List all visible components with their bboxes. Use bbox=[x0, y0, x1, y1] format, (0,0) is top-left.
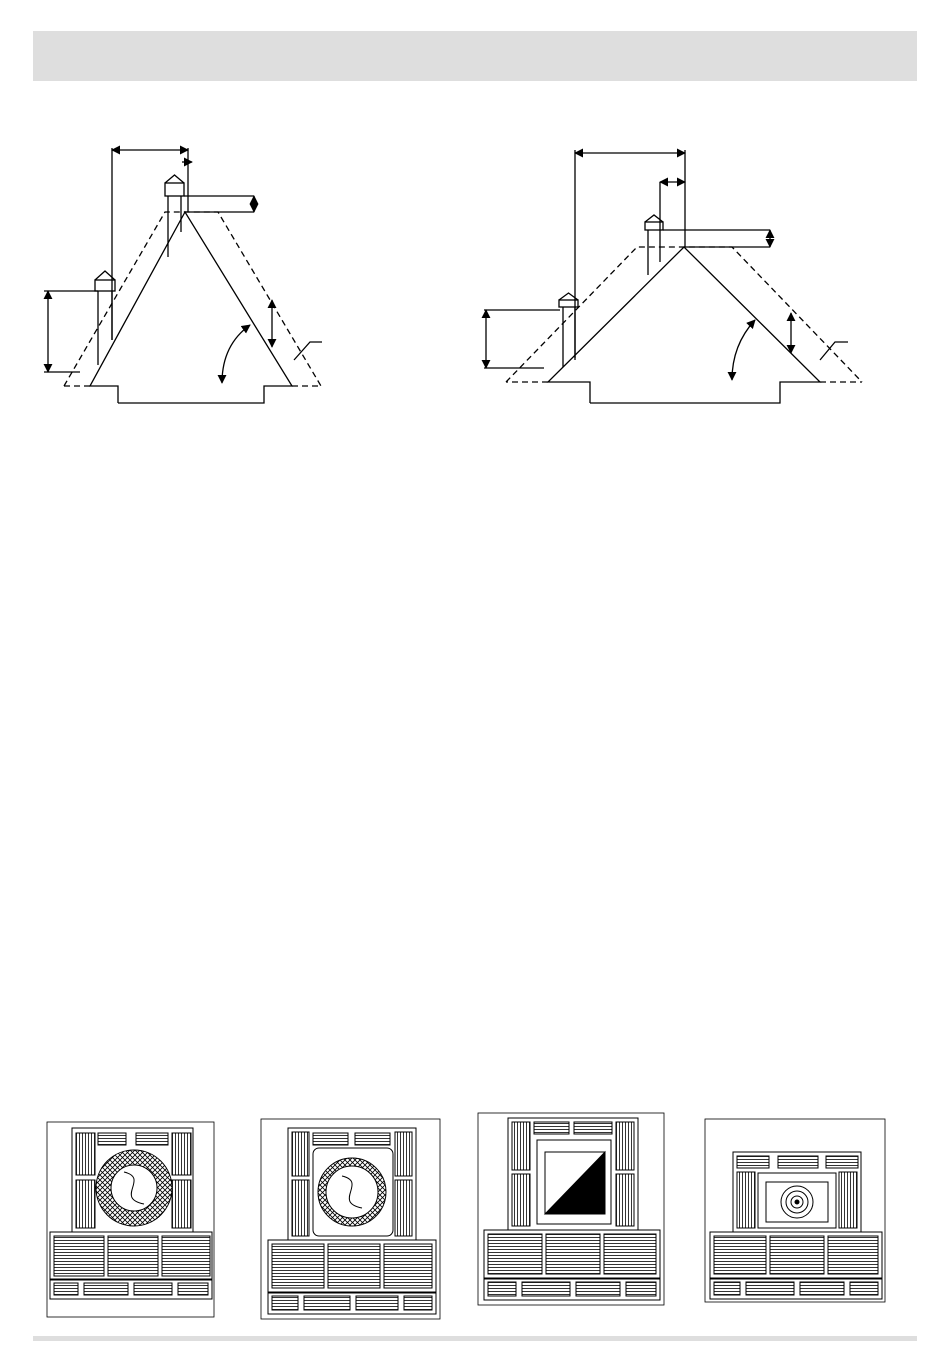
fireplace-face-2 bbox=[261, 1119, 440, 1319]
fireplace-face-3 bbox=[478, 1113, 664, 1305]
footer-rule bbox=[33, 1336, 917, 1341]
fireplace-face-1 bbox=[47, 1122, 214, 1317]
fireplace-face-4 bbox=[705, 1119, 885, 1302]
